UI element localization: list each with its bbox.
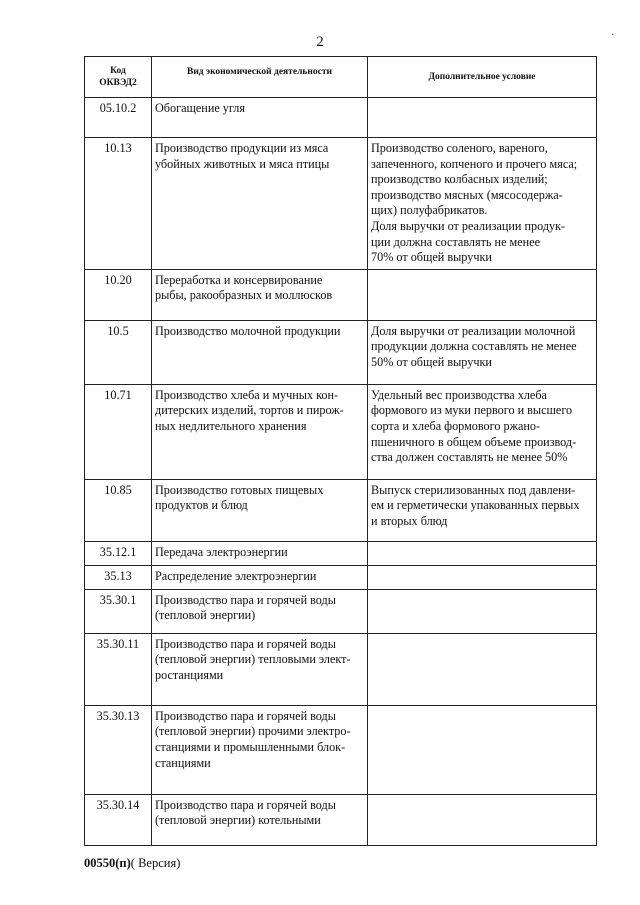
activity-cell [152, 320, 368, 384]
okved-code-cell: 10.5 [85, 320, 152, 384]
activity-cell [152, 269, 368, 320]
corner-mark: · [611, 30, 615, 41]
activity-line: дитерских изделий, тортов и пирож- [155, 403, 344, 418]
activity-line: Производство готовых пищевых [155, 482, 324, 497]
condition-cell [368, 541, 597, 565]
okved-code-cell: 35.30.13 [85, 705, 152, 794]
activity-line: станциями и промышленными блок- [155, 739, 346, 754]
condition-line: ции должна составлять не менее [371, 234, 540, 249]
okved-code-cell: 35.13 [85, 565, 152, 589]
okved-code-cell: 35.30.11 [85, 633, 152, 705]
table-row [85, 565, 597, 589]
activity-line: Обогащение угля [155, 101, 245, 115]
activity-line: Переработка и консервирование [155, 272, 323, 287]
footer-form-code: 00550(п) [84, 856, 131, 870]
header-condition: Дополнительное условие [368, 57, 597, 98]
header-activity: Вид экономической деятельности [152, 57, 368, 98]
condition-cell [368, 589, 597, 633]
activity-cell [152, 541, 368, 565]
activity-line: (тепловой энергии) котельными [155, 813, 321, 828]
activity-line: Производство хлеба и мучных кон- [155, 387, 339, 402]
condition-line: пшеничного в общем объеме производ- [371, 434, 577, 449]
activity-cell [152, 633, 368, 705]
table-row [85, 269, 597, 320]
condition-cell [368, 479, 597, 541]
activity-line: (тепловой энергии) тепловыми элект- [155, 652, 351, 667]
okved-code-cell: 10.20 [85, 269, 152, 320]
condition-line: Доля выручки от реализации продук- [371, 218, 566, 233]
okved-code-cell: 05.10.2 [85, 98, 152, 138]
activity-line: ростанциями [155, 667, 224, 682]
activity-cell [152, 589, 368, 633]
table-row [85, 633, 597, 705]
activity-cell [152, 98, 368, 138]
table-row [85, 98, 597, 138]
activity-line: Производство пара и горячей воды [155, 592, 336, 607]
activity-line: Передача электроэнергии [155, 544, 288, 559]
condition-line: Доля выручки от реализации молочной [371, 323, 576, 338]
condition-cell [368, 794, 597, 845]
table-row [85, 794, 597, 845]
table-row [85, 589, 597, 633]
condition-line: продукции должна составлять не менее [371, 339, 577, 354]
footer-version: ( Версия) [130, 856, 181, 870]
table-row [85, 138, 597, 270]
table-row [85, 479, 597, 541]
okved-code-cell: 35.30.14 [85, 794, 152, 845]
okved-table [84, 56, 597, 846]
activity-line: продуктов и блюд [155, 498, 248, 513]
activity-line: (тепловой энергии) прочими электро- [155, 724, 351, 739]
activity-line: Производство пара и горячей воды [155, 636, 336, 651]
okved-code-cell: 35.12.1 [85, 541, 152, 565]
condition-cell [368, 384, 597, 479]
page-number: 2 [316, 34, 324, 50]
condition-cell [368, 269, 597, 320]
condition-line: производство колбасных изделий; [371, 172, 548, 187]
document-footer [84, 856, 180, 871]
condition-cell [368, 705, 597, 794]
condition-line: и вторых блюд [371, 513, 448, 528]
okved-code-cell: 10.71 [85, 384, 152, 479]
condition-line: ем и герметически упакованных первых [371, 498, 580, 513]
condition-line: сорта и хлеба формового ржано- [371, 418, 541, 433]
okved-code-cell: 35.30.1 [85, 589, 152, 633]
activity-line: ных недлительного хранения [155, 418, 307, 433]
table-row [85, 384, 597, 479]
condition-line: Производство соленого, вареного, [371, 141, 548, 155]
condition-cell [368, 138, 597, 270]
activity-line: рыбы, ракообразных и моллюсков [155, 288, 333, 303]
condition-cell [368, 320, 597, 384]
table-row [85, 705, 597, 794]
condition-line: Удельный вес производства хлеба [371, 387, 547, 402]
activity-cell [152, 705, 368, 794]
condition-line: запеченного, копченого и прочего мяса; [371, 156, 578, 171]
header-code [85, 57, 152, 98]
okved-code-cell: 10.85 [85, 479, 152, 541]
activity-cell [152, 565, 368, 589]
activity-cell [152, 794, 368, 845]
condition-line: 70% от общей выручки [371, 250, 492, 265]
condition-line: Выпуск стерилизованных под давлени- [371, 482, 576, 497]
condition-cell [368, 565, 597, 589]
activity-line: (тепловой энергии) [155, 608, 256, 623]
condition-cell [368, 633, 597, 705]
table-row [85, 320, 597, 384]
okved-code-cell: 10.13 [85, 138, 152, 270]
activity-line: Производство пара и горячей воды [155, 708, 336, 723]
condition-line: производство мясных (мясосодержа- [371, 187, 563, 202]
activity-cell [152, 384, 368, 479]
header-code-line: ОКВЭД2 [99, 78, 137, 88]
activity-line: Производство продукции из мяса [155, 141, 329, 155]
activity-line: станциями [155, 755, 211, 770]
activity-cell [152, 479, 368, 541]
condition-line: 50% от общей выручки [371, 354, 492, 369]
condition-line: щих) полуфабрикатов. [371, 203, 488, 218]
activity-line: Производство молочной продукции [155, 323, 341, 338]
activity-line: убойных животных и мяса птицы [155, 156, 330, 171]
activity-line: Распределение электроэнергии [155, 568, 317, 583]
condition-cell [368, 98, 597, 138]
activity-line: Производство пара и горячей воды [155, 797, 336, 812]
table-row [85, 541, 597, 565]
condition-line: ства должен составлять не менее 50% [371, 450, 568, 465]
condition-line: формового из муки первого и высшего [371, 403, 573, 418]
header-code-line: Код [110, 66, 126, 76]
activity-cell [152, 138, 368, 270]
table-header-row [85, 57, 597, 98]
